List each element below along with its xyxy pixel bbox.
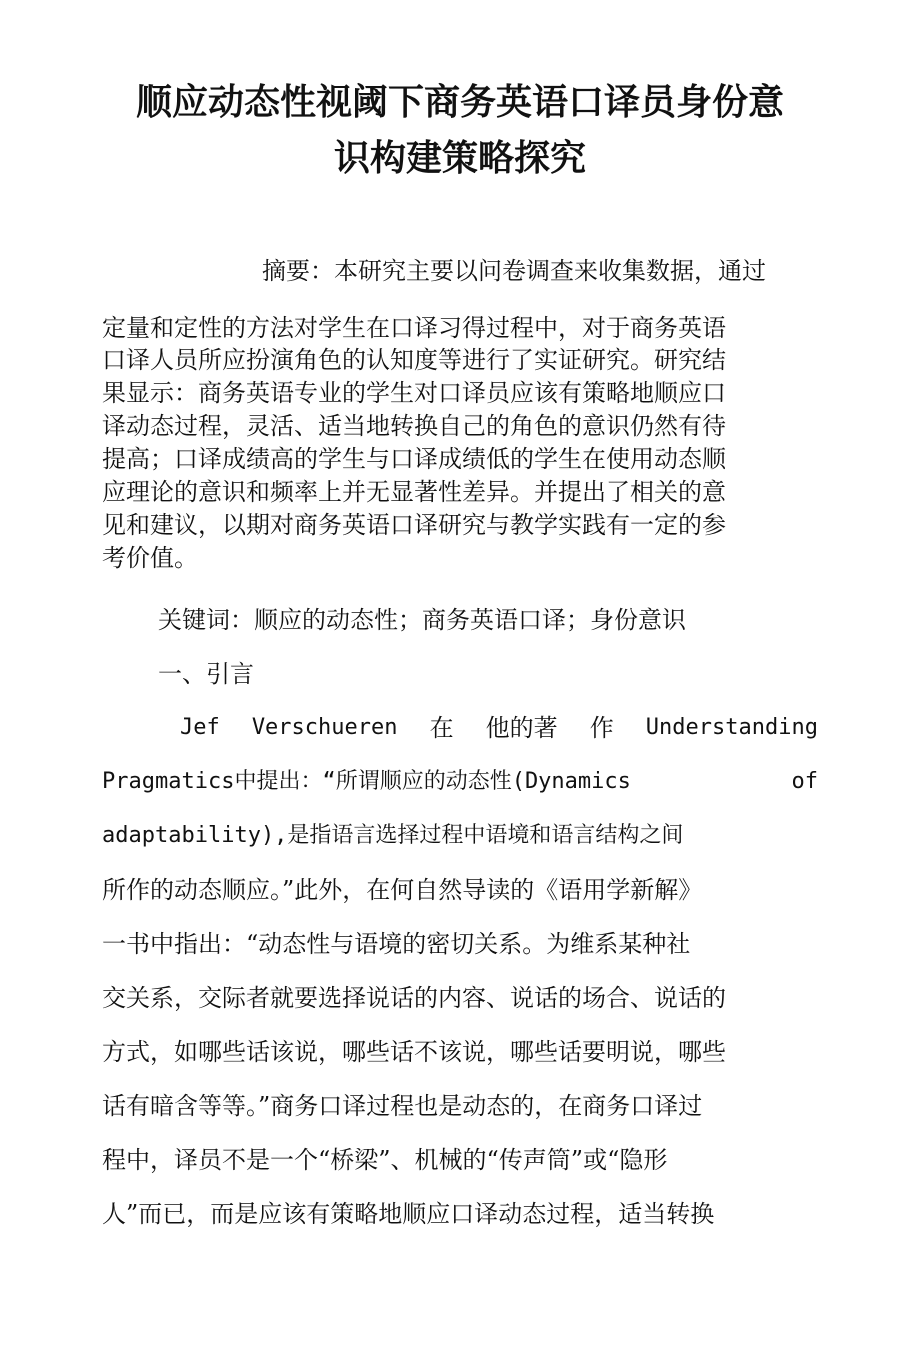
body-line: 程中，译员不是一个“桥梁”、机械的“传声筒”或“隐形	[102, 1146, 668, 1174]
paper-title-line-2: 识构建策略探究	[333, 138, 586, 179]
body-line: 方式，如哪些话该说，哪些话不该说，哪些话要明说，哪些	[102, 1038, 726, 1066]
abstract-line: 提高；口译成绩高的学生与口译成绩低的学生在使用动态顺	[102, 445, 726, 473]
body-word: Understanding	[645, 715, 818, 740]
body-word: Verschueren	[251, 715, 398, 740]
body-line: 交关系，交际者就要选择说话的内容、说话的场合、说话的	[102, 984, 726, 1012]
paper-title-line-1: 顺应动态性视阈下商务英语口译员身份意	[135, 82, 784, 123]
body-line-2	[102, 766, 818, 798]
abstract-first-line: 摘要：本研究主要以问卷调查来收集数据，通过	[262, 257, 766, 285]
body-word: Pragmatics中提出：“所谓顺应的动态性(Dynamics	[102, 769, 631, 794]
abstract-line: 应理论的意识和频率上并无显著性差异。并提出了相关的意	[102, 478, 726, 506]
abstract-line: 见和建议，以期对商务英语口译研究与教学实践有一定的参	[102, 511, 726, 539]
abstract-line: 定量和定性的方法对学生在口译习得过程中，对于商务英语	[102, 314, 726, 342]
body-line-1	[180, 712, 818, 744]
keywords: 关键词：顺应的动态性；商务英语口译；身份意识	[158, 606, 686, 634]
abstract-line: 考价值。	[102, 544, 198, 572]
body-line: 一书中指出：“动态性与语境的密切关系。为维系某种社	[102, 930, 691, 958]
body-word: of	[791, 769, 818, 794]
body-line: 所作的动态顺应。”此外，在何自然导读的《语用学新解》	[102, 876, 703, 904]
body-word: 他的著	[485, 714, 558, 742]
body-line: 人”而已，而是应该有策略地顺应口译动态过程，适当转换	[102, 1200, 715, 1228]
body-line: 话有暗含等等。”商务口译过程也是动态的，在商务口译过	[102, 1092, 703, 1120]
body-word: Jef	[180, 715, 220, 740]
section-heading-introduction: 一、引言	[158, 660, 254, 688]
abstract-line: 口译人员所应扮演角色的认知度等进行了实证研究。研究结	[102, 346, 726, 374]
abstract-line: 译动态过程，灵活、适当地转换自己的角色的意识仍然有待	[102, 412, 726, 440]
body-word: 作	[589, 714, 614, 742]
body-line-3: adaptability),是指语言选择过程中语境和语言结构之间	[102, 823, 684, 848]
body-word: 在	[429, 714, 454, 742]
abstract-line: 果显示：商务英语专业的学生对口译员应该有策略地顺应口	[102, 379, 726, 407]
